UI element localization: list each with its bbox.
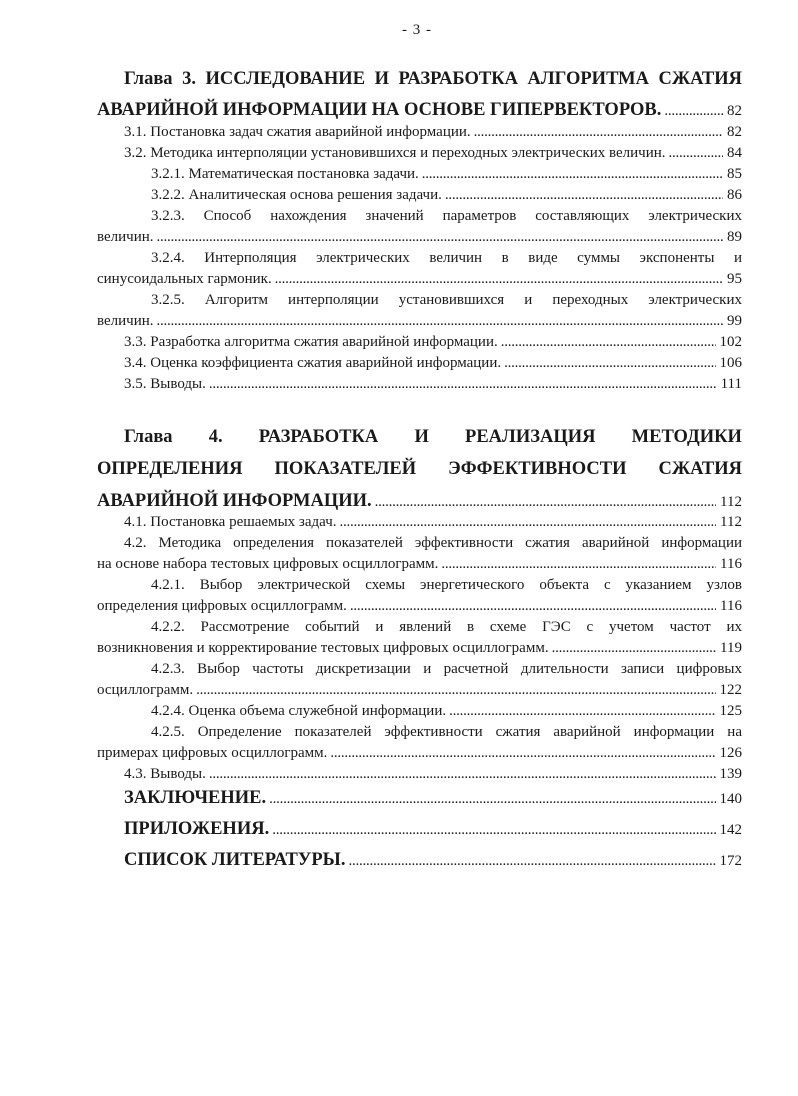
page-ref: 85 [727, 166, 742, 182]
toc-entry-4-2-5-line2 [97, 742, 742, 764]
toc-entry-text: 3.2.1. Математическая постановка задачи. [151, 166, 419, 182]
leader-dots [445, 184, 723, 206]
page-ref: 82 [727, 103, 742, 119]
toc-entry-3-2-4-line1: 3.2.4. Интерполяция электрических величин в виде суммы экспоненты и [151, 250, 742, 266]
page-ref: 102 [719, 334, 742, 350]
toc-entry-4-2-2-line1: 4.2.2. Рассмотрение событий и явлений в схеме ГЭС с учетом частот их [151, 619, 742, 635]
page-ref: 112 [720, 494, 742, 510]
toc-section-conclusion [124, 784, 742, 812]
toc-entry-3-2-3-line1: 3.2.3. Способ нахождения значений параметров составляющих электрических [151, 208, 742, 224]
toc-entry-3-2-5-line1: 3.2.5. Алгоритм интерполяции установившихся и переходных электрических [151, 292, 742, 308]
toc-entry-text: примерах цифровых осциллограмм. [97, 745, 328, 761]
title-word: ЭФФЕКТИВНОСТИ [448, 459, 627, 479]
toc-entry-4-1 [124, 511, 742, 533]
title-word: Глава [124, 427, 173, 447]
title-word: ОПРЕДЕЛЕНИЯ [97, 459, 243, 479]
leader-dots [272, 816, 715, 844]
title-word: РЕАЛИЗАЦИЯ [465, 427, 596, 447]
toc-entry-3-2-5-line2 [97, 310, 742, 332]
leader-dots [157, 310, 723, 332]
chapter4-title-line1 [124, 423, 742, 451]
chapter3-title-line2 [97, 96, 742, 124]
section-title: ЗАКЛЮЧЕНИЕ. [124, 788, 267, 808]
leader-dots [209, 373, 717, 395]
toc-entry-3-4 [124, 352, 742, 374]
page-ref: 119 [720, 640, 742, 656]
title-word: ПОКАЗАТЕЛЕЙ [274, 459, 417, 479]
page-ref: 99 [727, 313, 742, 329]
toc-entry-4-3 [124, 763, 742, 785]
toc-entry-text: величин. [97, 229, 154, 245]
page-ref: 125 [719, 703, 742, 719]
toc-entry-4-2-4 [151, 700, 742, 722]
toc-entry-3-2-2 [151, 184, 742, 206]
leader-dots [269, 785, 715, 813]
title-word: РАЗРАБОТКА [258, 427, 379, 447]
leader-dots [449, 700, 715, 722]
leader-dots [350, 595, 716, 617]
toc-entry-text: синусоидальных гармоник. [97, 271, 272, 287]
leader-dots [504, 352, 715, 374]
toc-entry-4-2-1-line2 [97, 595, 742, 617]
toc-entry-text: осциллограмм. [97, 682, 194, 698]
page-ref: 84 [727, 145, 742, 161]
page-ref: 172 [719, 853, 742, 869]
title-word: 4. [208, 427, 223, 447]
toc-entry-text: 3.1. Постановка задач сжатия аварийной информации. [124, 124, 471, 140]
page-ref: 142 [719, 822, 742, 838]
page-ref: 82 [727, 124, 742, 140]
toc-entry-text: 4.3. Выводы. [124, 766, 206, 782]
leader-dots [441, 553, 716, 575]
toc-entry-text: 4.1. Постановка решаемых задач. [124, 514, 337, 530]
leader-dots [157, 226, 723, 248]
leader-dots [275, 268, 723, 290]
toc-entry-3-2-4-line2 [97, 268, 742, 290]
title-word: МЕТОДИКИ [631, 427, 742, 447]
chapter4-title-line2 [97, 455, 742, 483]
leader-dots [209, 763, 716, 785]
toc-entry-text: возникновения и корректирование тестовых цифровых осциллограмм. [97, 640, 549, 656]
toc-entry-text: 3.3. Разработка алгоритма сжатия аварийной информации. [124, 334, 498, 350]
toc-entry-4-2-3-line1: 4.2.3. Выбор частоты дискретизации и расчетной длительности записи цифровых [151, 661, 742, 677]
chapter3-title-text: АВАРИЙНОЙ ИНФОРМАЦИИ НА ОСНОВЕ ГИПЕРВЕКТОРОВ. [97, 100, 662, 120]
toc-section-appendices [124, 815, 742, 843]
leader-dots [552, 637, 716, 659]
leader-dots [340, 511, 717, 533]
page-ref: 139 [719, 766, 742, 782]
toc-entry-text: 4.2.4. Оценка объема служебной информации. [151, 703, 447, 719]
page-ref: 111 [720, 376, 742, 392]
page-ref: 116 [720, 556, 742, 572]
toc-entry-text: определения цифровых осциллограмм. [97, 598, 347, 614]
toc-entry-4-2-3-line2 [97, 679, 742, 701]
toc-entry-4-2-1-line1: 4.2.1. Выбор электрической схемы энергетического объекта с указанием узлов [151, 577, 742, 593]
toc-entry-3-2-3-line2 [97, 226, 742, 248]
toc-entry-text: 3.5. Выводы. [124, 376, 206, 392]
toc-entry-3-3 [124, 331, 742, 353]
page-ref: 89 [727, 229, 742, 245]
leader-dots [669, 142, 723, 164]
leader-dots [501, 331, 716, 353]
toc-entry-text: 3.2. Методика интерполяции установившихся и переходных электрических величин. [124, 145, 666, 161]
toc-entry-4-2-5-line1: 4.2.5. Определение показателей эффективности сжатия аварийной информации на [151, 724, 742, 740]
leader-dots [422, 163, 723, 185]
toc-entry-4-2-2-line2 [97, 637, 742, 659]
toc-entry-text: 3.2.2. Аналитическая основа решения задачи. [151, 187, 442, 203]
page-ref: 116 [720, 598, 742, 614]
toc-entry-3-2 [124, 142, 742, 164]
section-title: СПИСОК ЛИТЕРАТУРЫ. [124, 850, 346, 870]
toc-entry-4-2-line2 [97, 553, 742, 575]
toc-entry-text: величин. [97, 313, 154, 329]
toc-entry-4-2-line1: 4.2. Методика определения показателей эффективности сжатия аварийной информации [124, 535, 742, 551]
chapter4-title-text: АВАРИЙНОЙ ИНФОРМАЦИИ. [97, 491, 372, 511]
page-ref: 106 [719, 355, 742, 371]
toc-section-references [124, 846, 742, 874]
toc-entry-text: на основе набора тестовых цифровых осциллограмм. [97, 556, 439, 572]
page-ref: 86 [727, 187, 742, 203]
toc-entry-3-1 [124, 121, 742, 143]
chapter3-title-line1: Глава 3. ИССЛЕДОВАНИЕ И РАЗРАБОТКА АЛГОРИТМА СЖАТИЯ [124, 69, 742, 89]
leader-dots [330, 742, 715, 764]
page-ref: 122 [719, 682, 742, 698]
leader-dots [348, 847, 715, 875]
page-ref: 112 [720, 514, 742, 530]
title-word: И [414, 427, 429, 447]
title-word: СЖАТИЯ [658, 459, 742, 479]
section-title: ПРИЛОЖЕНИЯ. [124, 819, 270, 839]
page-ref: 95 [727, 271, 742, 287]
toc-entry-3-2-1 [151, 163, 742, 185]
leader-dots [196, 679, 715, 701]
page-ref: 140 [719, 791, 742, 807]
toc-entry-text: 3.4. Оценка коэффициента сжатия аварийной информации. [124, 355, 502, 371]
page-ref: 126 [719, 745, 742, 761]
leader-dots [474, 121, 723, 143]
toc-entry-3-5 [124, 373, 742, 395]
page-number: - 3 - [402, 22, 432, 38]
